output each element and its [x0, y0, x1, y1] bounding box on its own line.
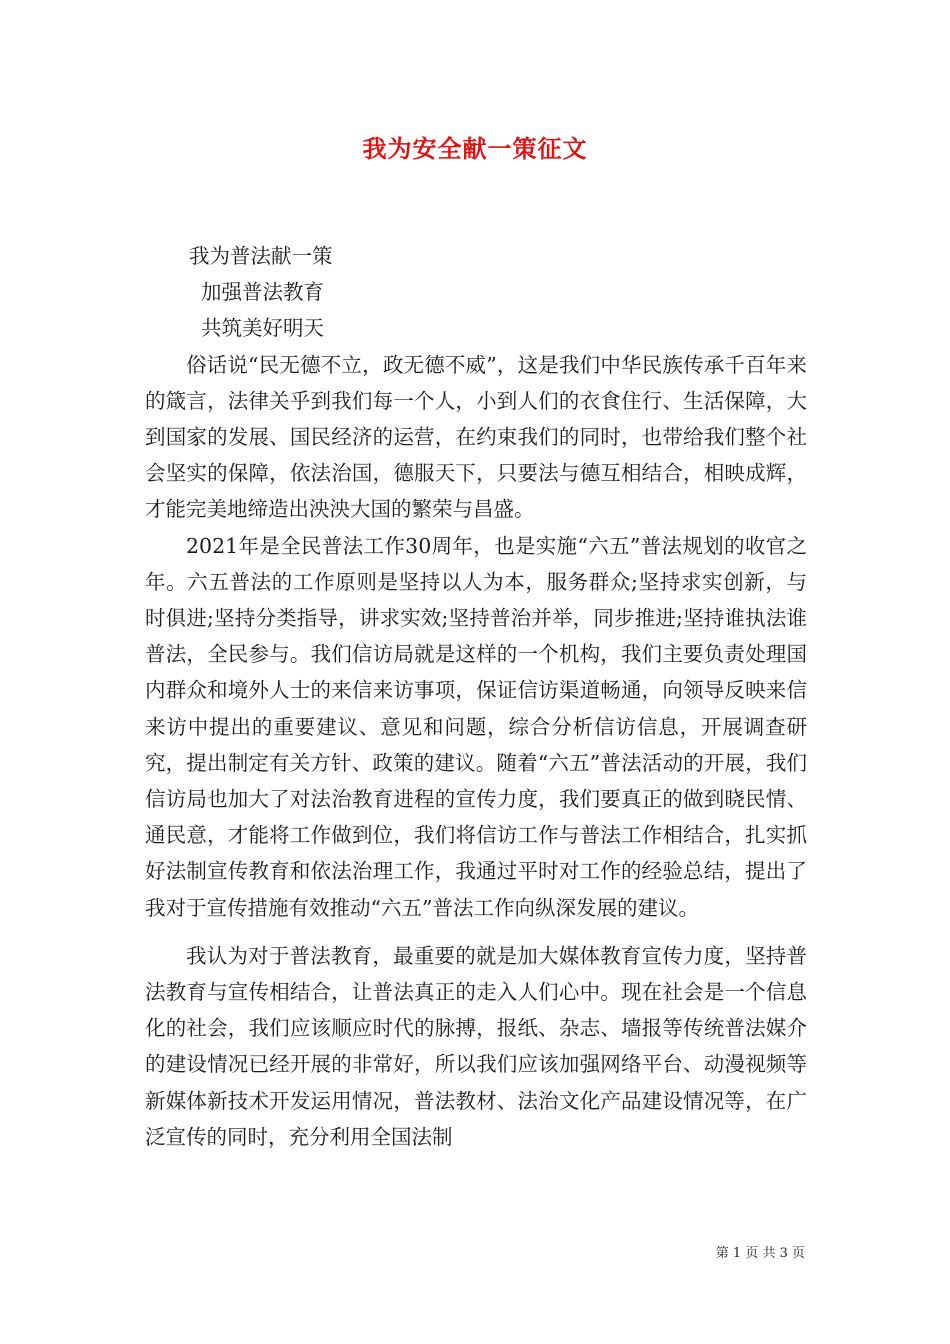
document-title: 我为安全献一策征文: [362, 134, 588, 163]
body-paragraph: 俗话说“民无德不立，政无德不威”，这是我们中华民族传承千百年来的箴言，法律关乎到我们每一个人，小到人们的衣食住行、生活保障，大到国家的发展、国民经济的运营，在约束我们的同时，也带给我们整个社会坚实的保障，依法治国，德服天下，只要法与德互相结合，相映成辉，才能完美地缔造出泱泱大国的繁荣与昌盛。: [145, 352, 807, 522]
page-number: 第 1 页 共 3 页: [715, 1246, 805, 1261]
document-body: [145, 238, 807, 1155]
subtitle-line: 我为普法献一策: [189, 244, 333, 268]
body-paragraph: 我认为对于普法教育，最重要的就是加大媒体教育宣传力度，坚持普法教育与宣传相结合，让普法真正的走入人们心中。现在社会是一个信息化的社会，我们应该顺应时代的脉搏，报纸、杂志、墙报等传统普法媒介的建设情况已经开展的非常好，所以我们应该加强网络平台、动漫视频等新媒体新技术开发运用情况，普法教材、法治文化产品建设情况等，在广泛宣传的同时，充分利用全国法制: [145, 943, 807, 1149]
subtitle-line: 加强普法教育: [201, 280, 324, 305]
subtitle-line: 共筑美好明天: [201, 316, 324, 341]
body-paragraph: 2021年是全民普法工作30周年，也是实施“六五”普法规划的收官之年。六五普法的工作原则是坚持以人为本，服务群众;坚持求实创新，与时俱进;坚持分类指导，讲求实效;坚持普治并举，同步推进;坚持谁执法谁普法，全民参与。我们信访局就是这样的一个机构，我们主要负责处理国内群众和境外人士的来信来访事项，保证信访渠道畅通，向领导反映来信来访中提出的重要建议、意见和问题，综合分析信访信息，开展调查研究，提出制定有关方针、政策的建议。随着“六五”普法活动的开展，我们信访局也加大了对法治教育进程的宣传力度，我们要真正的做到晓民情、通民意，才能将工作做到位，我们将信访工作与普法工作相结合，扎实抓好法制宣传教育和依法治理工作，我通过平时对工作的经验总结，提出了我对于宣传措施有效推动“六五”普法工作向纵深发展的建议。: [145, 533, 807, 920]
